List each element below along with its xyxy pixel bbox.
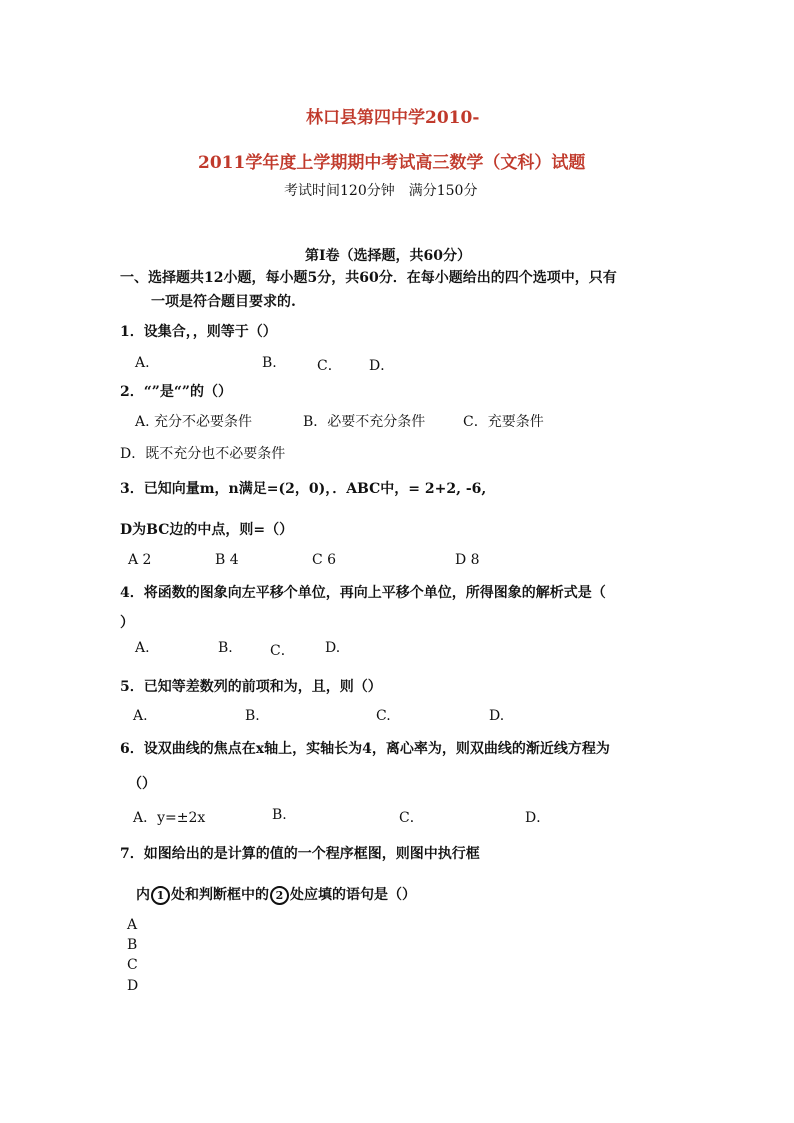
question-1-option-b: B. — [262, 355, 277, 371]
question-6-option-a: A．y=±2x — [133, 810, 206, 826]
question-7-stem-mid: 处和判断框中的 — [171, 887, 269, 903]
question-2-option-a: A. 充分不必要条件 — [135, 414, 253, 430]
question-4-option-d: D. — [325, 640, 341, 656]
title-line-2: 2011学年度上学期期中考试高三数学（文科）试题 — [198, 153, 586, 173]
question-6-option-b: B. — [272, 807, 287, 823]
question-3-option-a: A 2 — [128, 552, 152, 568]
question-3-option-c: C 6 — [312, 552, 337, 568]
question-1-stem: 1．设集合，，则等于（） — [120, 324, 277, 340]
question-7-option-a: A — [127, 917, 138, 933]
section-heading: 第I卷（选择题，共60分） — [305, 248, 472, 264]
question-4-option-a: A. — [135, 640, 150, 656]
question-3-stem-line-1: 3．已知向量m，n满足=(2，0)，．ABC中，= 2+2, -6, — [120, 481, 487, 497]
question-5-option-a: A. — [133, 708, 148, 724]
question-6-stem-line-2: （） — [128, 776, 156, 792]
title-line-1: 林口县第四中学2010- — [306, 108, 480, 128]
question-3-option-d: D 8 — [455, 552, 480, 568]
question-2-option-b: B．必要不充分条件 — [303, 414, 426, 430]
question-6-option-c: C． — [399, 810, 424, 826]
question-5-option-c: C. — [376, 708, 391, 724]
question-1-option-c: C． — [317, 358, 342, 374]
instruction-line-2: 一项是符合题目要求的. — [151, 294, 296, 310]
question-7-stem-line-2 — [136, 884, 416, 905]
question-5-option-b: B. — [245, 708, 260, 724]
exam-info: 考试时间120分钟 满分150分 — [284, 183, 478, 199]
question-7-stem-line-1: 7．如图给出的是计算的值的一个程序框图，则图中执行框 — [120, 846, 480, 862]
question-7-stem-post: 处应填的语句是（） — [290, 887, 416, 903]
question-5-stem: 5．已知等差数列的前项和为，且，则（） — [120, 679, 382, 695]
question-3-option-b: B 4 — [215, 552, 239, 568]
question-7-stem-pre: 内 — [136, 887, 150, 903]
question-4-option-c: C． — [270, 643, 295, 659]
question-2-option-d: D．既不充分也不必要条件 — [120, 446, 286, 462]
question-4-stem-line-1: 4．将函数的图象向左平移个单位，再向上平移个单位，所得图象的解析式是（ — [120, 585, 606, 601]
question-2-stem: 2．“”是“”的（） — [120, 384, 232, 400]
question-7-option-b: B — [127, 937, 138, 953]
question-2-option-c: C．充要条件 — [463, 414, 544, 430]
circled-number-1: 1 — [151, 886, 170, 905]
question-1-option-a: A. — [135, 355, 150, 371]
question-4-stem-line-2: ） — [120, 615, 134, 631]
question-1-option-d: D． — [369, 358, 395, 374]
question-3-stem-line-2: D为BC边的中点，则=（） — [120, 522, 294, 538]
question-6-stem-line-1: 6．设双曲线的焦点在x轴上，实轴长为4，离心率为，则双曲线的渐近线方程为 — [120, 741, 610, 757]
question-5-option-d: D. — [489, 708, 505, 724]
question-4-option-b: B. — [218, 640, 233, 656]
question-7-option-d: D — [127, 978, 139, 994]
question-6-option-d: D． — [525, 810, 551, 826]
instruction-line-1: 一、选择题共12小题，每小题5分，共60分．在每小题给出的四个选项中，只有 — [120, 270, 617, 286]
question-7-option-c: C — [127, 957, 138, 973]
circled-number-2: 2 — [270, 886, 289, 905]
